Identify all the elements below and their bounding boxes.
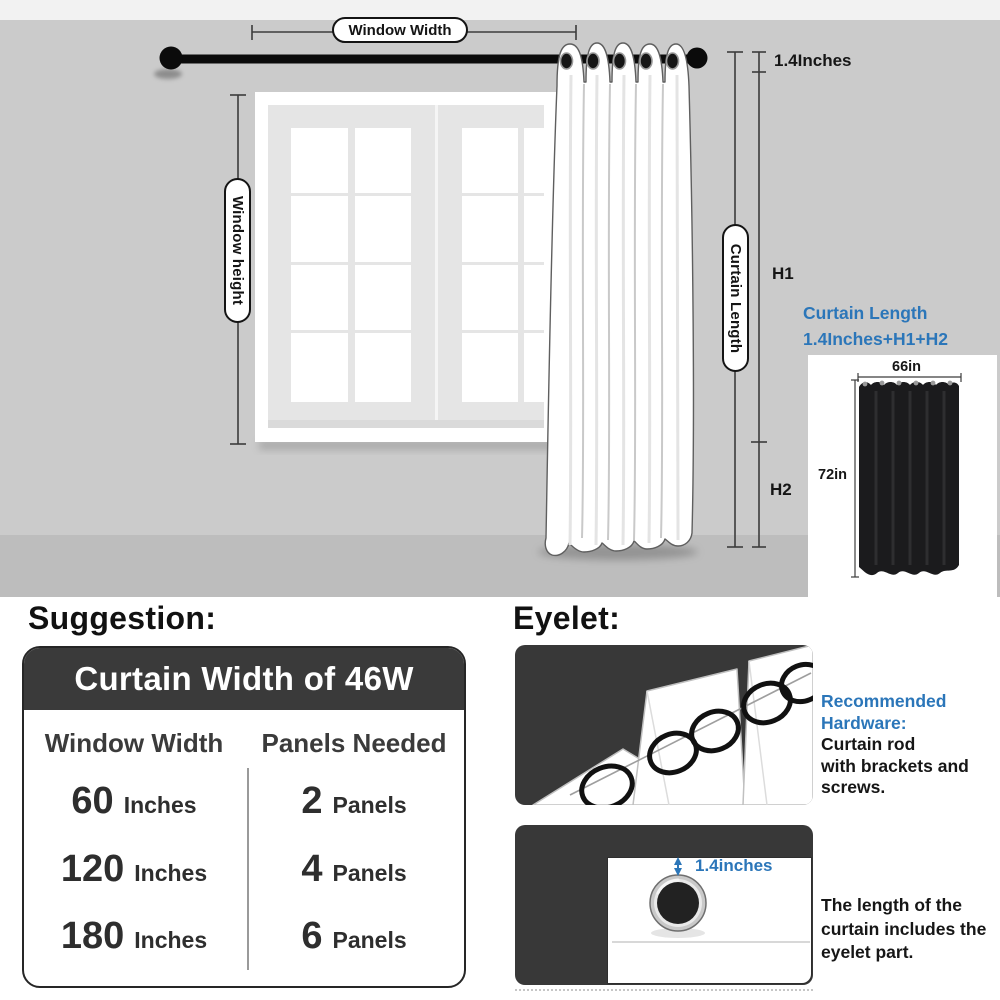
panels-value: 2 xyxy=(301,780,323,822)
curtain-length-pill xyxy=(722,224,749,372)
window-width-value: 120 xyxy=(60,848,125,890)
window-width-value: 60 xyxy=(71,780,114,822)
length-note-line2: curtain includes the xyxy=(821,918,987,939)
panel-height-label: 72in xyxy=(818,467,848,483)
eyelet-rings-drawing xyxy=(515,645,813,805)
window-width-unit: Inches xyxy=(123,792,197,818)
column-header-panels-needed: Panels Needed xyxy=(261,728,447,758)
hardware-text-line3: screws. xyxy=(821,777,886,797)
length-note-line1: The length of the xyxy=(821,895,962,915)
eyelet-rings-figure xyxy=(515,645,813,805)
window-width-unit: Inches xyxy=(134,927,208,953)
hardware-title-line1: Recommended xyxy=(821,691,947,711)
column-header-window-width: Window Width xyxy=(44,728,224,758)
curtain-panel xyxy=(545,43,693,555)
curtain-length-label: Curtain Length xyxy=(727,243,744,353)
recommended-hardware-text xyxy=(821,691,969,799)
window-height-pill xyxy=(224,178,251,323)
table-row xyxy=(24,915,464,965)
hardware-title-line2: Hardware: xyxy=(821,712,907,733)
length-note-line3: eyelet part. xyxy=(821,942,914,962)
eyelet-closeup-drawing xyxy=(515,825,813,985)
formula-expression: 1.4Inches+H1+H2 xyxy=(803,329,948,349)
formula-title: Curtain Length xyxy=(803,303,928,323)
panels-unit: Panels xyxy=(332,792,407,818)
eyelet-closeup-figure xyxy=(515,825,813,985)
table-row xyxy=(24,780,464,830)
window-width-pill xyxy=(332,17,468,43)
panels-suggestion-table xyxy=(22,646,466,988)
h1-label: H1 xyxy=(772,264,794,283)
rod-gap-label: 1.4Inches xyxy=(774,51,852,70)
rod-finial-left xyxy=(160,47,183,70)
window-width-unit: Inches xyxy=(134,860,208,886)
curtain-length-note xyxy=(821,894,986,965)
window-width-label: Window Width xyxy=(348,21,452,39)
eyelet-gap-label: 1.4inches xyxy=(695,856,773,875)
curtain-length-formula xyxy=(803,300,948,352)
window-height-label: Window height xyxy=(229,195,247,306)
panel-width-label: 66in xyxy=(892,359,922,375)
eyelet-heading: Eyelet: xyxy=(513,600,621,636)
panels-unit: Panels xyxy=(332,860,407,886)
rod-finial-right xyxy=(687,48,708,69)
hardware-text-line1: Curtain rod xyxy=(821,734,916,754)
panels-value: 6 xyxy=(301,915,323,957)
hardware-text-line2: with brackets and xyxy=(821,755,969,776)
panels-unit: Panels xyxy=(332,927,407,953)
table-title-bar xyxy=(24,648,464,710)
window xyxy=(255,92,580,442)
panels-value: 4 xyxy=(301,848,323,890)
table-row xyxy=(24,848,464,898)
panel-size-box xyxy=(808,355,997,597)
gap-arrow xyxy=(674,857,682,876)
window-width-value: 180 xyxy=(60,915,125,957)
suggestion-heading: Suggestion: xyxy=(28,600,217,636)
h2-label: H2 xyxy=(770,480,792,499)
ceiling-strip xyxy=(0,0,1000,20)
table-title: Curtain Width of 46W xyxy=(74,660,414,697)
grommet-icon xyxy=(650,875,706,931)
page-edge-dots xyxy=(515,989,813,991)
